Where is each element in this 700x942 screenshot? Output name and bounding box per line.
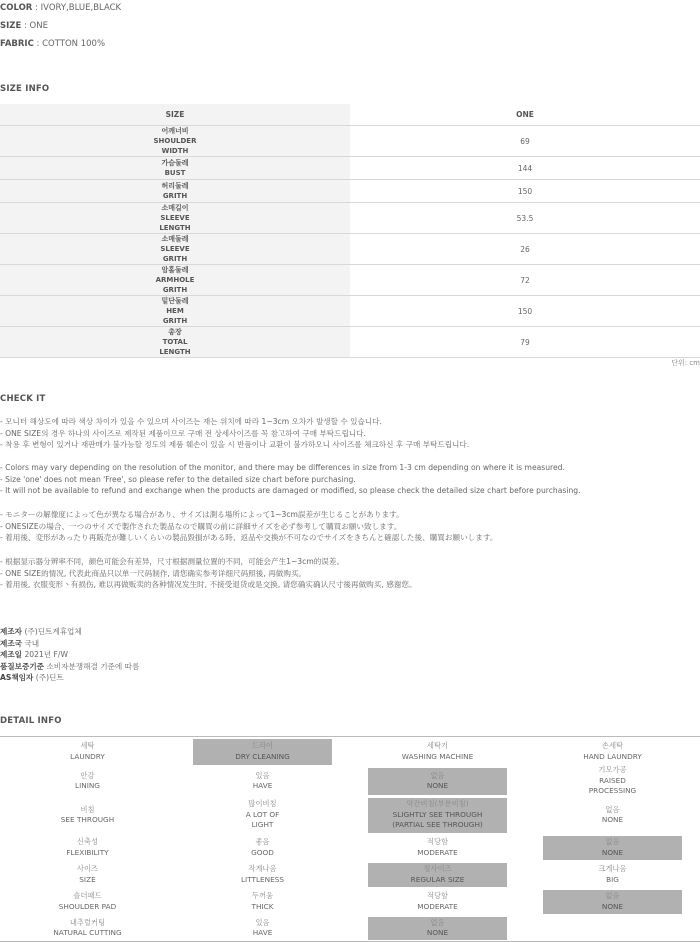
detail-text-line: NONE (601, 815, 624, 824)
fabric-value: COTTON 100% (42, 39, 106, 49)
detail-text-line: 세탁 (80, 741, 95, 750)
detail-text-line: 적당함 (426, 891, 449, 900)
check-ja-line: - モニターの解像度によって色が異なる場合があり、サイズは測る場所によって1~3cm誤差が生じることがあります。 (0, 510, 404, 519)
detail-text-line: 있음 (255, 917, 270, 927)
detail-row-label (0, 766, 175, 796)
maker-as: AS책임자 (주)딘트 (0, 673, 64, 682)
size-row-label-line: LENGTH (159, 224, 191, 232)
unit-note: 단위: cm (671, 359, 700, 367)
check-ko-line: - 착용 후 변형이 있거나 재판매가 불가능할 정도의 제품 훼손이 있을 시 반품이나 교환이 불가하오니 사이즈를 체크하신 후 구매 부탁드립니다. (0, 440, 470, 449)
detail-option-text (193, 768, 332, 795)
detail-option-text (543, 739, 682, 765)
detail-info-title: DETAIL INFO (0, 716, 62, 726)
detail-text-line: 없음 (430, 917, 445, 927)
size-row (0, 157, 700, 180)
size-row-label-line: 암홀둘레 (161, 266, 189, 274)
detail-option (175, 915, 350, 941)
detail-row (0, 796, 700, 834)
detail-text-line: MODERATE (417, 847, 458, 857)
check-en-line: - Size 'one' does not mean 'Free', so please refer to the detailed size chart before purchasing. (0, 474, 356, 484)
detail-option-text (18, 836, 157, 860)
fabric-label: FABRIC (0, 39, 34, 49)
detail-option (350, 737, 525, 766)
size-row-label-line: 허리둘레 (161, 182, 189, 190)
size-table (0, 104, 700, 358)
detail-text-line: LIGHT (251, 820, 274, 830)
detail-option-selected (543, 836, 682, 860)
detail-option-text (368, 836, 507, 860)
detail-text-line: LITTLENESS (240, 874, 284, 884)
detail-option-text (18, 739, 157, 765)
detail-text-line: 없음 (605, 891, 620, 900)
detail-text-line: 두꺼움 (251, 891, 274, 900)
detail-text-line: REGULAR SIZE (410, 874, 465, 884)
detail-text-line: FLEXIBILITY (66, 847, 109, 857)
detail-option (525, 737, 700, 766)
detail-option (350, 766, 525, 796)
detail-option-selected (368, 917, 507, 940)
size-row-value: 144 (517, 163, 533, 173)
detail-option (175, 861, 350, 888)
detail-text-line: NONE (601, 901, 624, 911)
size-row-label-line: GRITH (162, 317, 188, 325)
size-row-label-line: 밑단둘레 (161, 297, 189, 305)
size-row-label-line: 소매둘레 (161, 235, 189, 243)
detail-text-line: 없음 (605, 837, 620, 846)
detail-row-label (0, 888, 175, 915)
detail-option (525, 796, 700, 834)
size-row-value: 150 (517, 306, 533, 316)
detail-text-line: 드라이 (251, 741, 274, 750)
detail-option-text (18, 798, 157, 833)
size-table-header (0, 104, 700, 126)
size-rows (0, 126, 700, 358)
size-row-label-line: SHOULDER (153, 137, 197, 145)
size-row-label-line: BUST (164, 169, 186, 177)
detail-text-line: 있음 (255, 770, 270, 780)
detail-option-selected (368, 768, 507, 795)
detail-text-line: MODERATE (417, 901, 458, 911)
detail-option (350, 834, 525, 861)
detail-row-label (0, 915, 175, 941)
detail-option (525, 834, 700, 861)
size-label: SIZE (0, 21, 22, 31)
size-row-label (0, 203, 350, 233)
size-row-label (0, 265, 350, 295)
size-row-label (0, 296, 350, 326)
size-row (0, 180, 700, 203)
check-zh-line: - 根据显示器分辨率不同，颜色可能会有差异，尺寸根据测量位置的不同，可能会产生1~3cm的误差。 (0, 557, 345, 566)
size-row-value: 72 (520, 275, 530, 285)
detail-option (175, 888, 350, 915)
detail-option (350, 888, 525, 915)
check-ko-line: - 모니터 해상도에 따라 색상 차이가 있을 수 있으며 사이즈는 재는 위치에 따라 1~3cm 오차가 발생할 수 있습니다. (0, 417, 382, 426)
detail-option (350, 796, 525, 834)
detail-option (175, 796, 350, 834)
size-row-label-line: GRITH (162, 192, 188, 200)
detail-option-text (18, 890, 157, 914)
detail-option-selected (543, 890, 682, 914)
detail-option-text (18, 863, 157, 887)
detail-text-line: LAUNDRY (70, 751, 105, 761)
maker-manufacturer: 제조자 (주)딘트계휴업체 (0, 627, 82, 636)
detail-option (350, 915, 525, 941)
detail-text-line: SEE THROUGH (60, 815, 115, 824)
size-info-title: SIZE INFO (0, 84, 50, 94)
detail-option (350, 861, 525, 888)
detail-text-line: PROCESSING (588, 786, 637, 796)
size-row (0, 234, 700, 265)
size-row (0, 327, 700, 358)
detail-option-text (193, 863, 332, 887)
color-value: IVORY,BLUE,BLACK (40, 3, 122, 13)
fabric-attribute: FABRIC : COTTON 100% (0, 39, 106, 49)
detail-option-text (193, 917, 332, 940)
detail-text-line: 숄더패드 (73, 891, 102, 900)
detail-text-line: BIG (606, 874, 619, 884)
detail-text-line: 약간비침(부분비침) (406, 799, 469, 809)
detail-option-text (543, 765, 682, 796)
size-row-label (0, 327, 350, 357)
detail-text-line: RAISED (599, 775, 626, 785)
size-row-value: 53.5 (516, 213, 534, 223)
detail-text-line: 정사이즈 (423, 864, 452, 873)
detail-row (0, 861, 700, 888)
check-ja-line: - ONESIZEの場合、一つのサイズで製作された製品なので購買の前に詳細サイズを必ず参考して購買お願い致します。 (0, 521, 402, 531)
maker-info (0, 626, 139, 684)
detail-text-line: 기모가공 (598, 765, 627, 775)
detail-text-line: 내추럴커팅 (69, 917, 106, 927)
detail-text-line: 적당함 (426, 837, 449, 846)
check-zh-line: - ONE SIZE的情况, 代表此商品只以单一尺码制作, 请您确实参考详细尺码照後, 再做购买。 (0, 568, 307, 578)
detail-option-selected (193, 739, 332, 765)
detail-option-text (193, 890, 332, 914)
detail-row-label (0, 737, 175, 766)
detail-text-line: 안감 (80, 770, 95, 780)
detail-text-line: 손세탁 (601, 741, 624, 750)
size-header-label: SIZE (0, 104, 350, 125)
detail-option-text (18, 768, 157, 795)
detail-text-line: 없음 (605, 804, 620, 814)
size-row-label-line: TOTAL (162, 338, 188, 346)
detail-option-text (368, 890, 507, 914)
detail-text-line: NONE (426, 781, 449, 790)
size-row-label-line: ARMHOLE (155, 276, 195, 284)
detail-option (525, 766, 700, 796)
detail-row (0, 737, 700, 766)
detail-option-text (543, 798, 682, 833)
size-row-label-line: HEM (166, 307, 184, 315)
size-row (0, 126, 700, 157)
size-row-label-line: 가슴둘레 (161, 159, 189, 167)
detail-text-line: 신축성 (76, 837, 99, 846)
detail-option (175, 834, 350, 861)
check-en-line: - Colors may vary depending on the resolution of the monitor, and there may be differences in size from 1-3 cm depending on where it is measured. (0, 463, 565, 472)
size-row-label-line: 어깨너비 (161, 127, 189, 135)
size-row-label-line: 총장 (168, 328, 182, 336)
check-korean (0, 416, 469, 451)
detail-row (0, 766, 700, 796)
check-ja-line: - 着用後、変形があったり再販売が難しいくらいの製品毀損がある時、返品や交換が不可なのでサイズをきちんと確認した後、購買お願いします。 (0, 533, 498, 542)
detail-option-text (193, 836, 332, 860)
detail-text-line: HAND LAUNDRY (583, 751, 642, 761)
detail-text-line: DRY CLEANING (235, 751, 290, 761)
check-japanese (0, 509, 497, 544)
size-row-label (0, 157, 350, 179)
size-row-label-line: SLEEVE (160, 245, 190, 253)
detail-text-line: 많이비침 (248, 799, 277, 809)
detail-option (175, 766, 350, 796)
detail-text-line: NONE (426, 928, 449, 937)
detail-option-text (543, 863, 682, 887)
detail-text-line: HAVE (252, 781, 273, 790)
size-row-label (0, 180, 350, 202)
check-english (0, 462, 581, 497)
detail-text-line: 없음 (430, 770, 445, 780)
detail-text-line: 작게나옴 (248, 864, 277, 873)
detail-option (525, 861, 700, 888)
detail-option-text (543, 917, 682, 940)
size-row-label-line: LENGTH (159, 348, 191, 356)
size-row-label-line: 소매길이 (161, 204, 189, 212)
detail-option-text (193, 798, 332, 833)
detail-text-line: SLIGHTLY SEE THROUGH (392, 809, 483, 819)
detail-option (525, 888, 700, 915)
check-en-line: - It will not be available to refund and exchange when the products are damaged or modified, so please check the detailed size chart before purchasing. (0, 486, 581, 495)
size-row-label-line: GRITH (162, 255, 188, 263)
size-row (0, 296, 700, 327)
detail-text-line: NONE (601, 847, 624, 857)
maker-warranty: 품질보증기준 소비자분쟁해결 기준에 따름 (0, 661, 140, 671)
size-row (0, 203, 700, 234)
detail-text-line: SHOULDER PAD (58, 901, 117, 911)
check-chinese (0, 556, 417, 591)
detail-text-line: NATURAL CUTTING (53, 928, 122, 937)
detail-text-line: 크게나옴 (598, 864, 627, 873)
size-row-value: 150 (517, 186, 533, 196)
detail-text-line: 비침 (80, 804, 95, 814)
size-row-value: 26 (520, 244, 530, 254)
check-it-title: CHECK IT (0, 394, 46, 404)
maker-country: 제조국 국내 (0, 638, 40, 648)
detail-row (0, 888, 700, 915)
check-ko-line: - ONE SIZE의 경우 하나의 사이즈로 제작된 제품이므로 구매 전 상세사이즈를 꼭 참고하여 구매 부탁드립니다. (0, 428, 366, 438)
check-zh-line: - 着用後, 衣服变形丶有损伤, 难以再做贩卖的各种情况发生时, 不接受退货或是交换, 请您确实确认尺寸後再做购买, 感谢您。 (0, 580, 417, 589)
size-value: ONE (29, 21, 48, 31)
size-row-value: 69 (520, 136, 530, 146)
size-attribute: SIZE : ONE (0, 21, 48, 31)
detail-option-selected (368, 798, 507, 833)
size-row (0, 265, 700, 296)
detail-row-label (0, 796, 175, 834)
size-row-label-line: GRITH (162, 286, 188, 294)
detail-table (0, 736, 700, 942)
maker-date: 제조일 2021년 F/W (0, 650, 68, 659)
detail-option-text (18, 917, 157, 940)
detail-text-line: HAVE (252, 928, 273, 937)
size-row-label (0, 234, 350, 264)
detail-row (0, 834, 700, 861)
detail-row (0, 915, 700, 941)
size-row-label-line: WIDTH (161, 147, 189, 155)
detail-option (525, 915, 700, 941)
color-label: COLOR (0, 3, 33, 13)
detail-row-label (0, 861, 175, 888)
size-row-value: 79 (520, 337, 530, 347)
size-row-label (0, 126, 350, 156)
color-attribute: COLOR : IVORY,BLUE,BLACK (0, 3, 122, 13)
detail-option-selected (368, 863, 507, 887)
detail-option (175, 737, 350, 766)
detail-option-text (368, 739, 507, 765)
detail-row-label (0, 834, 175, 861)
detail-text-line: WASHING MACHINE (401, 751, 474, 761)
detail-text-line: SIZE (79, 874, 96, 884)
detail-text-line: A LOT OF (245, 809, 280, 819)
detail-text-line: 사이즈 (76, 864, 99, 873)
detail-text-line: (PARTIAL SEE THROUGH) (392, 820, 483, 830)
size-row-label-line: SLEEVE (160, 214, 190, 222)
detail-text-line: THICK (251, 901, 274, 911)
detail-text-line: GOOD (251, 847, 274, 857)
detail-text-line: 세탁기 (426, 741, 449, 750)
size-header-value: ONE (516, 110, 534, 119)
detail-text-line: LINING (75, 781, 100, 790)
detail-text-line: 좋음 (255, 837, 270, 846)
